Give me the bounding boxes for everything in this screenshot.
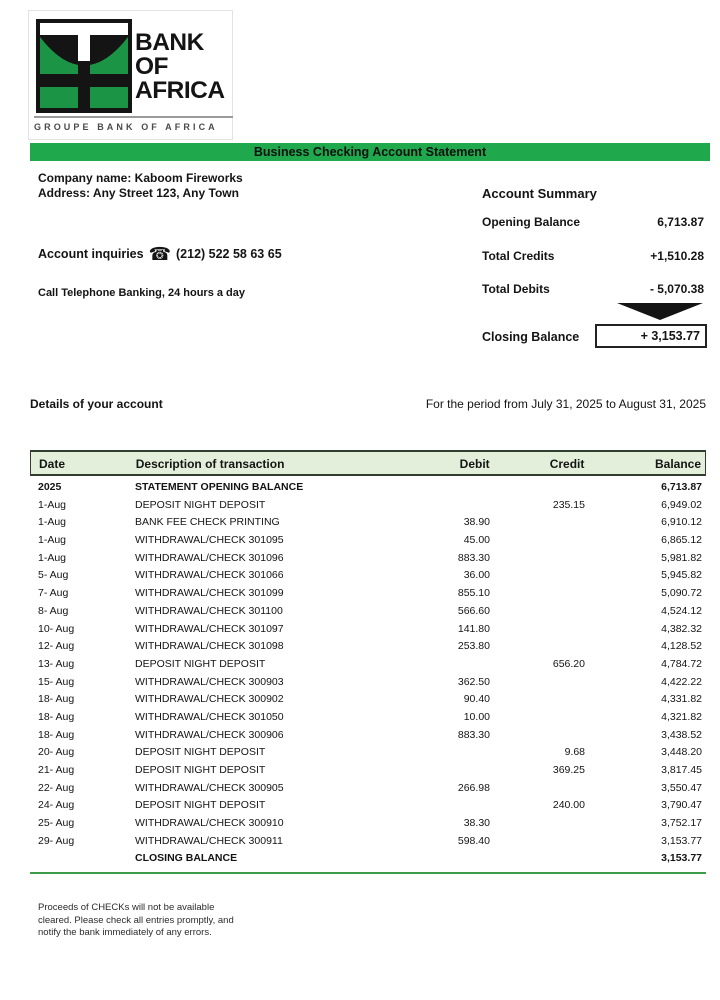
cell-debit: 566.60 — [457, 604, 490, 617]
cell-balance: 3,153.77 — [661, 852, 702, 865]
transactions-table — [30, 450, 706, 874]
cell-balance: 3,790.47 — [661, 799, 702, 812]
cell-credit — [492, 567, 585, 585]
cell-credit — [492, 850, 585, 868]
footer-disclaimer — [38, 902, 234, 940]
bank-name-line: OF — [135, 53, 169, 80]
cell-credit — [492, 727, 585, 745]
cell-balance: 5,981.82 — [661, 551, 702, 564]
cell-credit — [492, 780, 585, 798]
cell-balance: 3,153.77 — [661, 834, 702, 847]
cell-date: 1-Aug — [38, 516, 67, 529]
cell-date: 20- Aug — [38, 746, 75, 759]
summary-row — [482, 249, 704, 283]
cell-balance: 4,382.32 — [661, 622, 702, 635]
cell-date: 1-Aug — [38, 551, 67, 564]
cell-date: 15- Aug — [38, 675, 75, 688]
telephone-icon: ☎ — [148, 244, 171, 264]
telephone-banking-note: Call Telephone Banking, 24 hours a day — [38, 287, 246, 299]
cell-balance: 4,321.82 — [661, 710, 702, 723]
cell-credit — [492, 479, 585, 497]
table-row — [30, 621, 706, 639]
table-body — [30, 476, 706, 874]
cell-balance: 4,331.82 — [661, 693, 702, 706]
table-row — [30, 497, 706, 515]
cell-description: WITHDRAWAL/CHECK 300906 — [135, 728, 284, 741]
cell-debit: 36.00 — [463, 569, 490, 582]
cell-debit: 598.40 — [457, 834, 490, 847]
cell-debit — [370, 497, 492, 515]
cell-credit — [492, 674, 585, 692]
cell-date: 18- Aug — [38, 728, 75, 741]
cell-balance: 6,713.87 — [661, 481, 702, 493]
cell-credit — [492, 603, 585, 621]
cell-description: DEPOSIT NIGHT DEPOSIT — [135, 498, 266, 511]
details-line — [30, 397, 706, 411]
cell-description: WITHDRAWAL/CHECK 300902 — [135, 693, 284, 706]
footer-line: notify the bank immediately of any errors. — [38, 927, 212, 938]
cell-description: BANK FEE CHECK PRINTING — [135, 516, 280, 529]
cell-date: 18- Aug — [38, 710, 75, 723]
cell-credit: 656.20 — [552, 657, 585, 670]
cell-balance: 6,865.12 — [661, 534, 702, 547]
details-title: Details of your account — [30, 397, 163, 411]
summary-value: - 5,070.38 — [649, 282, 704, 296]
cell-credit — [492, 621, 585, 639]
cell-date: 7- Aug — [38, 587, 69, 600]
cell-credit — [492, 709, 585, 727]
cell-credit — [492, 833, 585, 851]
cell-balance: 3,817.45 — [661, 764, 702, 776]
table-row — [30, 514, 706, 532]
cell-balance: 4,784.72 — [661, 657, 702, 670]
table-row — [30, 674, 706, 692]
arrow-down-icon — [617, 303, 703, 320]
cell-balance: 5,090.72 — [661, 587, 702, 600]
summary-value: 6,713.87 — [657, 215, 704, 229]
cell-credit: 369.25 — [552, 764, 585, 776]
cell-debit — [370, 797, 492, 815]
closing-balance-label: Closing Balance — [482, 330, 580, 344]
cell-credit — [492, 585, 585, 603]
cell-debit — [370, 656, 492, 674]
table-row — [30, 850, 706, 868]
cell-debit: 141.80 — [457, 622, 490, 635]
table-row — [30, 815, 706, 833]
cell-debit: 38.30 — [463, 817, 490, 830]
summary-label: Total Credits — [482, 248, 555, 263]
cell-description: WITHDRAWAL/CHECK 301095 — [135, 534, 284, 547]
cell-description: WITHDRAWAL/CHECK 301097 — [135, 622, 284, 635]
account-inquiries-label: Account inquiries — [38, 247, 144, 261]
cell-date: 13- Aug — [38, 657, 75, 670]
footer-line: Proceeds of CHECKs will not be available — [38, 902, 215, 913]
statement-title-bar: Business Checking Account Statement — [30, 143, 710, 161]
phone-number: (212) 522 58 63 65 — [176, 247, 282, 261]
cell-debit: 45.00 — [463, 534, 490, 547]
cell-date: 1-Aug — [38, 498, 67, 511]
table-row — [30, 691, 706, 709]
logo-group-label: GROUPE BANK OF AFRICA — [34, 122, 218, 132]
account-summary-title: Account Summary — [482, 186, 597, 201]
cell-balance: 3,550.47 — [661, 781, 702, 794]
cell-credit — [492, 532, 585, 550]
cell-description: WITHDRAWAL/CHECK 301098 — [135, 640, 284, 653]
table-header-row — [30, 450, 706, 476]
cell-date — [30, 850, 127, 868]
summary-value: +1,510.28 — [650, 248, 704, 263]
cell-debit: 38.90 — [463, 516, 490, 529]
table-row — [30, 656, 706, 674]
cell-balance: 3,752.17 — [661, 817, 702, 830]
summary-row — [482, 215, 704, 249]
cell-description: DEPOSIT NIGHT DEPOSIT — [135, 764, 266, 776]
cell-date: 22- Aug — [38, 781, 75, 794]
table-row — [30, 585, 706, 603]
table-row — [30, 550, 706, 568]
customer-info — [38, 171, 243, 200]
cell-balance: 6,949.02 — [661, 498, 702, 511]
cell-credit — [492, 514, 585, 532]
cell-description: DEPOSIT NIGHT DEPOSIT — [135, 799, 266, 812]
col-header-debit: Debit — [459, 457, 490, 471]
account-inquiries-line — [38, 245, 282, 263]
bank-logo-block — [28, 10, 233, 140]
cell-debit — [370, 479, 492, 497]
cell-date: 10- Aug — [38, 622, 75, 635]
cell-credit — [492, 691, 585, 709]
cell-debit: 855.10 — [457, 587, 490, 600]
company-address-line: Address: Any Street 123, Any Town — [38, 185, 239, 200]
account-summary-rows — [482, 215, 704, 316]
table-row — [30, 567, 706, 585]
cell-description: WITHDRAWAL/CHECK 301100 — [135, 604, 283, 617]
cell-balance: 3,448.20 — [661, 746, 702, 759]
table-row — [30, 744, 706, 762]
summary-label: Total Debits — [482, 282, 550, 296]
col-header-balance: Balance — [654, 457, 702, 471]
col-header-date: Date — [39, 457, 66, 471]
table-row — [30, 780, 706, 798]
bank-name-line: AFRICA — [135, 77, 225, 104]
cell-debit: 10.00 — [463, 710, 490, 723]
logo-divider — [34, 116, 233, 118]
cell-date: 18- Aug — [38, 693, 75, 706]
cell-debit: 362.50 — [457, 675, 490, 688]
cell-description: WITHDRAWAL/CHECK 300911 — [135, 834, 283, 847]
table-row — [30, 797, 706, 815]
cell-debit: 266.98 — [457, 781, 490, 794]
cell-debit — [370, 850, 492, 868]
cell-debit — [370, 744, 492, 762]
cell-date: 8- Aug — [38, 604, 69, 617]
cell-description: WITHDRAWAL/CHECK 301050 — [135, 710, 284, 723]
cell-debit: 883.30 — [457, 551, 490, 564]
summary-label: Opening Balance — [482, 215, 581, 229]
cell-date: 5- Aug — [38, 569, 69, 582]
cell-balance: 4,524.12 — [661, 604, 702, 617]
table-row — [30, 727, 706, 745]
cell-balance: 6,910.12 — [661, 516, 702, 529]
cell-description: WITHDRAWAL/CHECK 300905 — [135, 781, 284, 794]
cell-balance: 4,128.52 — [661, 640, 702, 653]
cell-credit — [492, 815, 585, 833]
cell-debit: 883.30 — [457, 728, 490, 741]
cell-credit: 235.15 — [552, 498, 585, 511]
cell-date: 1-Aug — [38, 534, 67, 547]
cell-description: WITHDRAWAL/CHECK 301096 — [135, 551, 284, 564]
table-row — [30, 603, 706, 621]
cell-debit: 253.80 — [457, 640, 490, 653]
bank-name-text — [135, 31, 225, 103]
cell-description: STATEMENT OPENING BALANCE — [135, 481, 304, 493]
table-row — [30, 638, 706, 656]
cell-credit — [492, 638, 585, 656]
closing-balance-value: + 3,153.77 — [595, 324, 707, 348]
cell-balance: 3,438.52 — [661, 728, 702, 741]
cell-description: WITHDRAWAL/CHECK 300903 — [135, 675, 284, 688]
cell-date: 29- Aug — [38, 834, 75, 847]
bank-of-africa-logo-icon — [36, 19, 132, 113]
table-row — [30, 532, 706, 550]
cell-description: DEPOSIT NIGHT DEPOSIT — [135, 746, 266, 759]
cell-date: 2025 — [38, 481, 62, 493]
col-header-credit: Credit — [549, 457, 585, 471]
cell-description: DEPOSIT NIGHT DEPOSIT — [135, 657, 266, 670]
cell-date: 21- Aug — [38, 764, 75, 776]
cell-balance: 5,945.82 — [661, 569, 702, 582]
cell-date: 12- Aug — [38, 640, 75, 653]
table-row — [30, 479, 706, 497]
cell-debit: 90.40 — [463, 693, 490, 706]
table-row — [30, 762, 706, 780]
cell-description: WITHDRAWAL/CHECK 300910 — [135, 817, 284, 830]
company-name-line: Company name: Kaboom Fireworks — [38, 171, 243, 185]
statement-period: For the period from July 31, 2025 to August 31, 2025 — [425, 397, 706, 411]
table-row — [30, 833, 706, 851]
cell-date: 24- Aug — [38, 799, 75, 812]
cell-description: WITHDRAWAL/CHECK 301099 — [135, 587, 284, 600]
cell-debit — [370, 762, 492, 780]
bank-name-line: BANK — [135, 29, 204, 56]
footer-line: cleared. Please check all entries promptly, and — [38, 914, 234, 926]
cell-credit — [492, 550, 585, 568]
col-header-description: Description of transaction — [135, 457, 285, 471]
cell-date: 25- Aug — [38, 817, 75, 830]
cell-description: CLOSING BALANCE — [135, 852, 238, 865]
cell-credit: 240.00 — [552, 799, 585, 812]
cell-credit: 9.68 — [564, 746, 585, 759]
cell-description: WITHDRAWAL/CHECK 301066 — [135, 569, 284, 582]
table-row — [30, 709, 706, 727]
cell-balance: 4,422.22 — [661, 675, 702, 688]
